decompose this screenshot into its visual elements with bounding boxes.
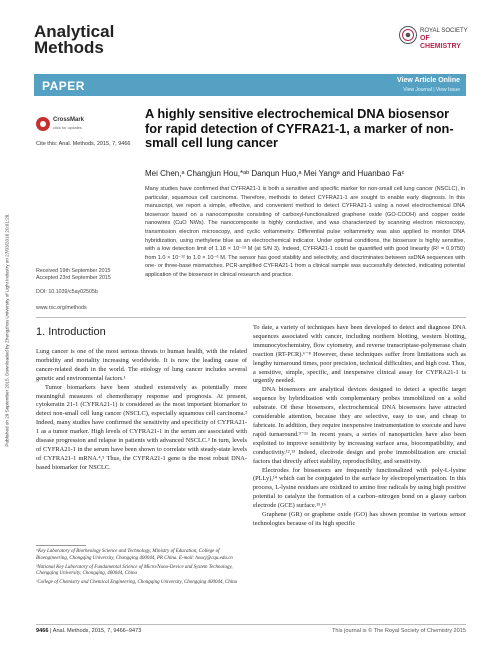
view-article-online-link[interactable]: View Article Online	[396, 77, 460, 84]
publisher-logo	[398, 22, 468, 58]
journal-name-line1: Analytical	[34, 22, 115, 41]
body-column-left	[36, 348, 247, 473]
crossmark-label: CrossMark	[53, 117, 85, 123]
footer-journal-citation: | Anal. Methods, 2015, 7, 9466–9473	[50, 628, 142, 634]
body-paragraph: Graphene (GR) or graphene oxide (GO) has shown promise in various sensor technologies because of its high specific	[253, 511, 466, 527]
crossmark-button[interactable]	[36, 115, 92, 135]
affiliation-footnotes	[36, 549, 247, 589]
publication-side-note: Published on 29 September 2015. Downloaded by Zhengzhou University of Light Industry on 27/03/2016 20:01:28.	[4, 213, 10, 447]
body-column-right	[253, 324, 466, 529]
footnote-divider	[36, 545, 86, 546]
body-paragraph: To date, a variety of techniques have been developed to detect and diagnose DNA sequences associated with cancer, including northern blotting, western blotting, immunocytochemistry, flow cytometry, and reverse transcriptase-polymerase chain reaction (RT-PCR).⁶⁻⁸ However, these techniques suffer from limitations such as lengthy turnaround times, poor precision, technical difficulties, and high cost. Thus, a sensitive, simple, specific, and inexpensive clinical assay for CYFRA21-1 is urgently needed.	[253, 324, 466, 385]
publisher-emblem-icon	[398, 22, 418, 52]
abstract: Many studies have confirmed that CYFRA21-1 is both a sensitive and specific marker for non-small cell lung cancer (NSCLC), in particular, squamous cell carcinoma. Therefore, methods to detect CYFRA21-1 are sought to enable early diagnosis. In this manuscript, we report a simple, effective, and convenient method to detect CYFRA21-1 using a novel electrochemical DNA biosensor based on a nanocomposite consisting of carboxyl-functionalized graphene oxide (GO-COOH) and copper oxide nanowires (CuO NWs). The nanocomposite is highly conductive, and was characterized by scanning electron microscopy, transmission electron microscopy, and cyclic voltammetry. Differential pulse voltammetry was also applied to monitor DNA hybridization, using methylene blue as an electrochemical indicator. Under optimal conditions, the biosensor is highly sensitive, with a low detection limit of 1.18 × 10⁻¹³ M (at S/N 3). Indeed, CYFRA21-1 could be quantified with good linearity (R² = 0.9750) from 1.0 × 10⁻¹² to 1.0 × 10⁻⁶ M. The sensor has good stability and selectivity, and discriminates between ssDNA sequences with one- or three-base mismatches. PCR-amplified CYFRA21-1 from a clinical sample was successfully detected, indicating potential application of the biosensor in clinical research and practice.	[145, 186, 465, 278]
page-number: 9466	[36, 628, 49, 634]
crossmark-sub: click for updates	[53, 125, 82, 130]
article-dates	[36, 268, 136, 282]
footer-divider	[36, 624, 466, 625]
section-heading-introduction: 1. Introduction	[36, 326, 106, 338]
accepted-date: Accepted 23rd September 2015	[36, 275, 111, 281]
footnote: ᵃKey Laboratory of Biorheology Science and Technology, Ministry of Education, College of Bioengineering, Chongqing University, Chongqing 400044, PR China. E-mail: houcj@cqu.edu.cn	[36, 549, 233, 561]
publisher-line1: ROYAL SOCIETY	[420, 28, 468, 34]
body-paragraph: DNA biosensors are analytical devices designed to detect a specific target sequence by hybridization with complementary probes immobilized on a solid substrate. Of these biosensors, electrochemical DNA biosensors have attracted considerable attention, because they are selective, easy to use, and cheap to fabricate. In addition, they require inexpensive instrumentation to execute and have rapid turnaround.⁹⁻¹¹ In recent years, a series of nanoparticles have also been exploited to improve sensitivity by increasing surface area, biocompatibility, and conductivity.¹²,¹³ Indeed, electrode design and probe immobilization are crucial factors that directly affect stability, reproducibility, and sensitivity.	[253, 386, 466, 465]
body-paragraph: Tumor biomarkers have been studied extensively as potentially more meaningful measures of chemotherapy response and prognosis. At present, cytokeratin 21-1 (CYFRA21-1) is considered as the most important biomarker to detect non-small cell lung cancer (NSCLC), especially squamous cell carcinoma.² Indeed, many studies have confirmed the sensitivity and specificity of CYFRA21-1 as a tumor marker. High levels of CYFRA21-1 in the serum are associated with disease progression and relapse in patients with advanced NSCLC.³ In turn, levels of CYFRA21-1 in the serum have been shown to correlate with steady-state levels of CYFRA21-1 mRNA.⁴,⁵ Thus, the CYFRA21-1 gene is the most robust DNA-based biomarker for NSCLC.	[36, 383, 247, 471]
article-title: A highly sensitive electrochemical DNA biosensor for rapid detection of CYFRA21-1, a marker of non-small cell lung cancer	[145, 106, 454, 150]
body-paragraph: Electrodes for biosensors are frequently functionalized with poly-L-lysine (PLLy),¹⁴ which can be conjugated to the surface by electropolymerization. In this process, L-lysine residues are oxidized to amino free radicals by using high positive potential to catalyze the formation of a carbon–nitrogen bond on a glassy carbon electrode (GCE) surface.¹⁵,¹⁶	[253, 466, 466, 510]
footer-citation	[36, 628, 141, 634]
view-journal-link[interactable]: View Journal | View Issue	[403, 87, 460, 93]
author-list: Mei Chen,ᵃ Changjun Hou,*ᵃᵇ Danqun Huo,ᵃ Mei Yangᵃ and Huanbao Faᶜ	[145, 169, 405, 178]
journal-name	[34, 24, 154, 56]
crossmark-icon	[36, 117, 50, 131]
journal-website-link[interactable]: www.rsc.org/methods	[36, 305, 87, 311]
doi[interactable]: DOI: 10.1039/c5ay02505b	[36, 289, 98, 295]
footer-copyright: This journal is © The Royal Society of Chemistry 2015	[332, 628, 466, 634]
footnote: ᵇNational Key Laboratory of Fundamental Science of Micro/Nano-Device and System Technology, Chongqing University, Chongqing, 400044, China	[36, 564, 233, 577]
citation-line: Cite this: Anal. Methods, 2015, 7, 9466	[36, 141, 131, 147]
article-type-label: PAPER	[42, 79, 85, 93]
body-paragraph: Lung cancer is one of the most serious threats to human health, with the related morbidity and mortality increasing worldwide. It is now the leading cause of cancer-related death in the world. The etiology of lung cancer includes several genetic and environmental factors.¹	[36, 348, 247, 382]
publisher-line2: OF CHEMISTRY	[420, 35, 461, 50]
article-type-banner	[34, 74, 466, 96]
footnote: ᶜCollege of Chemistry and Chemical Engineering, Chongqing University, Chongqing 400044, China	[36, 580, 238, 586]
received-date: Received 19th September 2015	[36, 268, 111, 274]
section-divider	[36, 317, 466, 318]
journal-name-line2: Methods	[34, 38, 104, 57]
